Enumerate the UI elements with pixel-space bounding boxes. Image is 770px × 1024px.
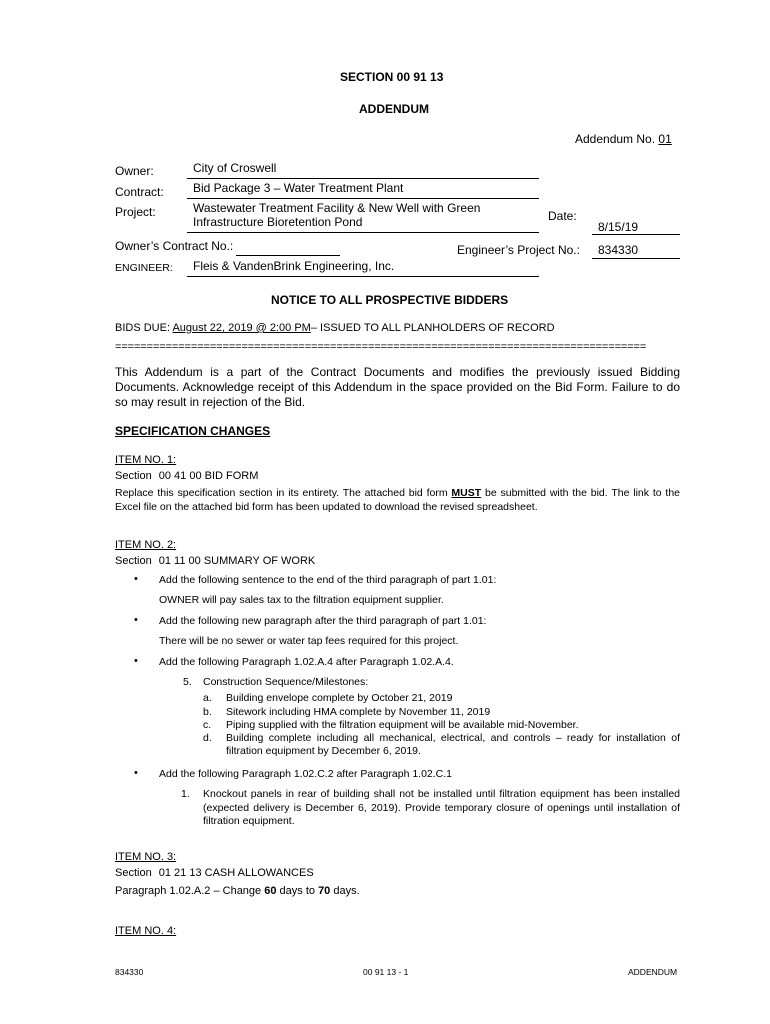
engineer-underline <box>187 276 539 277</box>
bullet-icon: • <box>134 614 138 626</box>
divider: ==================================================================================== <box>115 341 647 353</box>
item-3-days-from: 60 <box>264 885 277 897</box>
date-label: Date: <box>548 209 577 223</box>
item-1-text-must: MUST <box>451 487 482 499</box>
sub-b-text: Sitework including HMA complete by November 11, 2019 <box>226 706 491 718</box>
owner-value: City of Croswell <box>193 161 277 175</box>
sub-d-text: Building complete including all mechanical, electrical, and controls – ready for installation of filtration equipment by December 6, 2019. <box>226 732 680 757</box>
contract-underline <box>187 198 539 199</box>
spec-changes-heading: SPECIFICATION CHANGES <box>115 424 271 438</box>
item-2-section-value: 01 11 00 SUMMARY OF WORK <box>158 555 316 567</box>
item-3-text-before: Paragraph 1.02.A.2 – Change <box>115 885 265 897</box>
bids-due-value: August 22, 2019 @ 2:00 PM <box>172 322 311 334</box>
item-2-num-5-text: Construction Sequence/Milestones: <box>203 676 369 688</box>
item-1-section-value: 00 41 00 BID FORM <box>158 470 259 482</box>
item-2-num-1-text: Knockout panels in rear of building shall not be installed until filtration equipment has been installed (expected delivery is December 6, 2019). Provide temporary closure of openings until installation of filtration equipment. <box>203 788 680 827</box>
item-3-label: ITEM NO. 3: <box>115 851 177 863</box>
engineers-project-label: Engineer’s Project No.: <box>457 243 580 257</box>
footer-page-number: 00 91 13 - 1 <box>363 967 409 977</box>
item-3-text-after: days. <box>330 885 360 897</box>
item-2-label: ITEM NO. 2: <box>115 539 177 551</box>
sub-a-text: Building envelope complete by October 21, 2019 <box>226 692 453 704</box>
item-2-bullet-2-sub: There will be no sewer or water tap fees required for this project. <box>159 635 459 647</box>
owners-contract-underline <box>236 255 340 256</box>
item-2-bullet-2: Add the following new paragraph after the third paragraph of part 1.01: <box>159 615 487 627</box>
footer-project-number: 834330 <box>115 967 144 977</box>
item-3-text <box>115 885 360 897</box>
item-4-label: ITEM NO. 4: <box>115 925 177 937</box>
contract-label: Contract: <box>115 185 164 199</box>
sub-b-label: b. <box>203 706 212 718</box>
item-2-num-5: 5. <box>183 676 192 688</box>
item-3-text-mid: days to <box>276 885 319 897</box>
item-2-section <box>115 555 315 567</box>
sub-a-label: a. <box>203 692 212 704</box>
intro-paragraph: This Addendum is a part of the Contract Documents and modifies the previously issued Bidding Documents. Acknowledge receipt of this Addendum in the space provided on the Bid Form. Failure to do so may result in rejection of the Bid. <box>115 365 680 409</box>
item-1-section-label: Section <box>115 470 152 482</box>
project-value-line2: Infrastructure Bioretention Pond <box>193 215 363 229</box>
item-3-days-to: 70 <box>318 885 331 897</box>
addendum-number-label: Addendum No. <box>575 132 656 146</box>
addendum-number-value: 01 <box>658 132 672 146</box>
item-1-text-before: Replace this specification section in its entirety. The attached bid form <box>115 487 452 499</box>
sub-c-text: Piping supplied with the filtration equipment will be available mid-November. <box>226 719 579 731</box>
item-1-label: ITEM NO. 1: <box>115 454 177 466</box>
section-number: SECTION 00 91 13 <box>340 70 444 84</box>
item-3-section-value: 01 21 13 CASH ALLOWANCES <box>158 867 314 879</box>
issued-text: – ISSUED TO ALL PLANHOLDERS OF RECORD <box>310 322 555 334</box>
item-1-text <box>115 486 680 514</box>
engineers-project-value: 834330 <box>598 243 639 257</box>
project-underline <box>187 232 539 233</box>
addendum-number <box>575 132 672 146</box>
item-1-section <box>115 470 258 482</box>
date-underline <box>592 234 680 235</box>
date-value: 8/15/19 <box>598 220 639 234</box>
owner-underline <box>187 178 539 179</box>
bullet-icon: • <box>134 573 138 585</box>
footer-document-name: ADDENDUM <box>628 967 678 977</box>
bullet-icon: • <box>134 767 138 779</box>
item-2-bullet-4: Add the following Paragraph 1.02.C.2 after Paragraph 1.02.C.1 <box>159 768 453 780</box>
bids-due-label: BIDS DUE: <box>115 322 171 334</box>
engineer-value: Fleis & VandenBrink Engineering, Inc. <box>193 259 395 273</box>
item-3-section-label: Section <box>115 867 152 879</box>
project-label: Project: <box>115 205 156 219</box>
document-title: ADDENDUM <box>359 102 429 116</box>
project-value-line1: Wastewater Treatment Facility & New Well with Green <box>193 201 481 215</box>
owners-contract-label: Owner’s Contract No.: <box>115 239 234 253</box>
item-3-section <box>115 867 314 879</box>
item-2-bullet-1-sub: OWNER will pay sales tax to the filtration equipment supplier. <box>159 594 444 606</box>
notice-heading: NOTICE TO ALL PROSPECTIVE BIDDERS <box>271 293 509 307</box>
sub-c-label: c. <box>203 719 212 731</box>
item-2-num-1: 1. <box>181 788 190 800</box>
bullet-icon: • <box>134 655 138 667</box>
owner-label: Owner: <box>115 164 154 178</box>
bids-due-line <box>115 322 555 334</box>
engineer-label: ENGINEER: <box>115 262 173 274</box>
engineers-project-underline <box>592 258 680 259</box>
item-1-text-after: be submitted with the bid. The link to the Excel file on the attached bid form has been updated to download the revised spreadsheet. <box>115 487 680 513</box>
sub-d-label: d. <box>203 732 212 744</box>
item-2-bullet-1: Add the following sentence to the end of the third paragraph of part 1.01: <box>159 574 497 586</box>
item-2-section-label: Section <box>115 555 152 567</box>
contract-value: Bid Package 3 – Water Treatment Plant <box>193 181 404 195</box>
item-2-bullet-3: Add the following Paragraph 1.02.A.4 after Paragraph 1.02.A.4. <box>159 656 454 668</box>
